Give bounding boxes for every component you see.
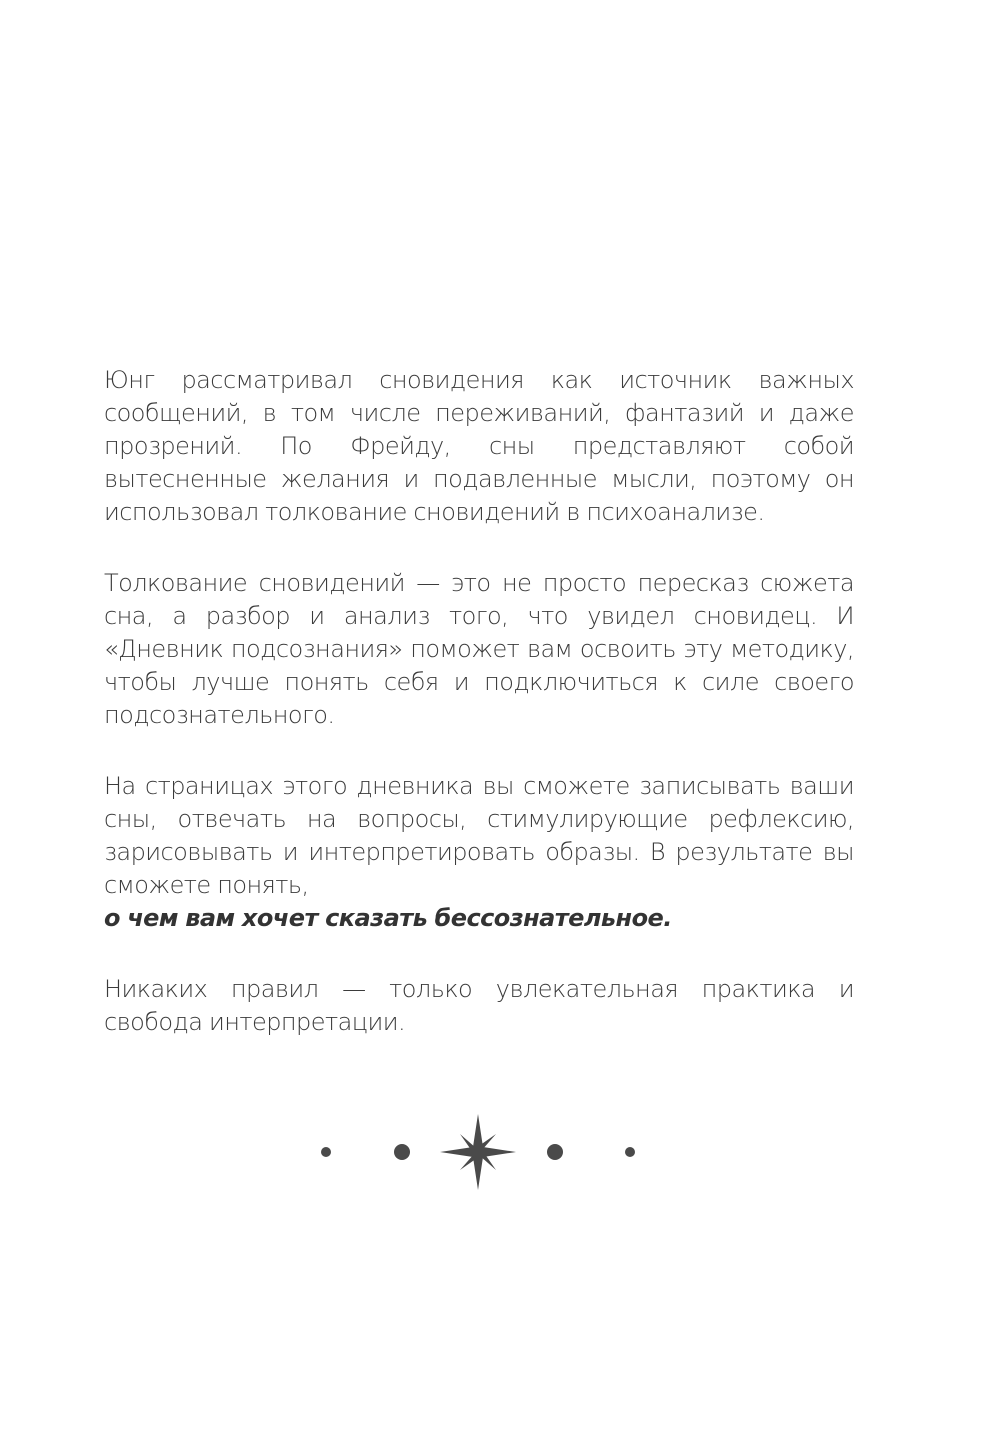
- main-text: [104, 364, 854, 1077]
- paragraph-diary-pages: [104, 770, 854, 935]
- paragraph-no-rules: Никаких правил — только увлекательная практика и свобода интерпретации.: [104, 975, 854, 1036]
- paragraph-jung-freud: Юнг рассматривал сновидения как источник важных сообщений, в том числе переживаний, фантазий и даже прозрений. По Фрейду, сны представляют собой вытесненные желания и подавленные мысли, поэтому он использовал толкование сновидений в психоанализе.: [104, 366, 854, 526]
- small-dot-icon: [321, 1147, 331, 1157]
- small-dot-icon: [625, 1147, 635, 1157]
- large-dot-icon: [394, 1144, 410, 1160]
- emphasis-unconscious: о чем вам хочет сказать бессознательное.: [104, 904, 672, 932]
- large-dot-icon: [547, 1144, 563, 1160]
- eight-point-star-icon: [440, 1114, 516, 1190]
- paragraph-diary-pages-text: На страницах этого дневника вы сможете записывать ваши сны, отвечать на вопросы, стимулирующие рефлексию, зарисовывать и интерпретировать образы. В результате вы сможете понять,: [104, 772, 854, 899]
- paragraph-dream-interpretation: Толкование сновидений — это не просто пересказ сюжета сна, а разбор и анализ того, что увидел сновидец. И «Дневник подсознания» поможет вам освоить эту методику, чтобы лучше понять себя и подключиться к силе своего подсознательного.: [104, 569, 854, 729]
